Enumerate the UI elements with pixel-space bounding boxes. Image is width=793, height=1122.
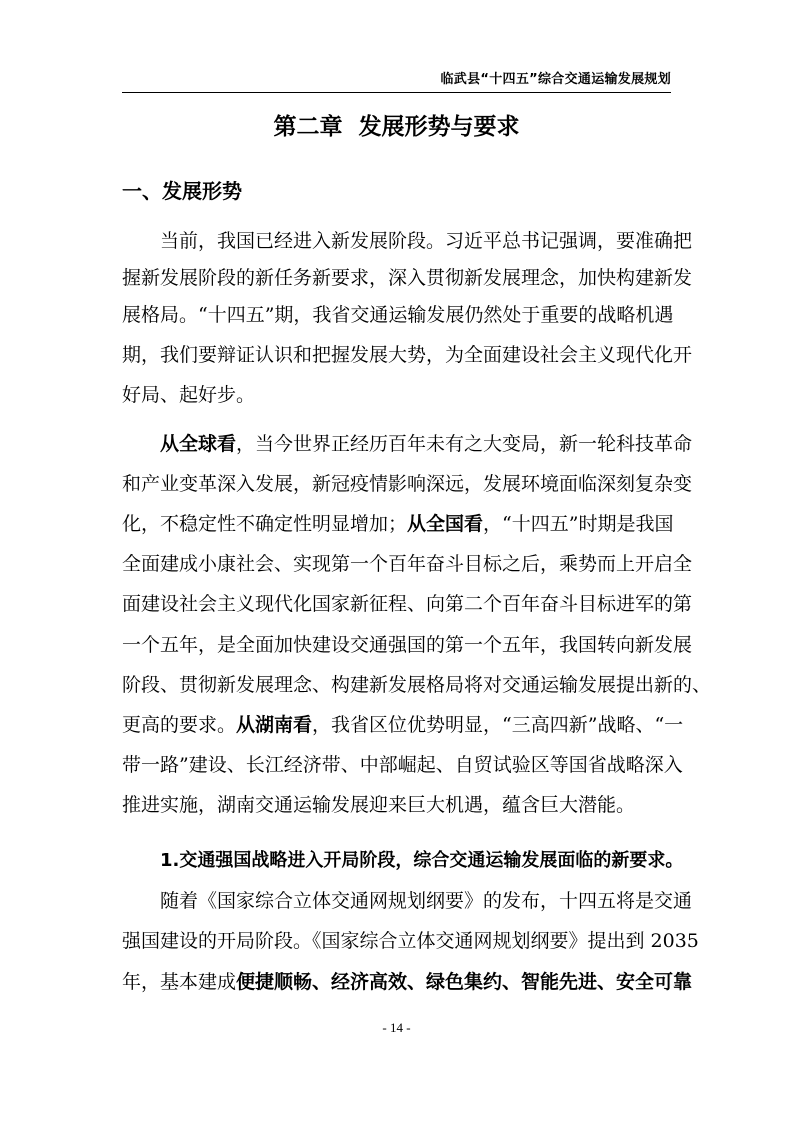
paragraph-1-line-4: 期，我们要辩证认识和把握发展大势，为全面建设社会主义现代化开: [122, 344, 693, 366]
paragraph-2-line-4: 全面建成小康社会、实现第一个百年奋斗目标之后，乘势而上开启全: [122, 553, 693, 575]
paragraph-1-line-5: 好局、起好步。: [122, 384, 256, 406]
paragraph-2-line-10: 推进实施，湖南交通运输发展迎来巨大机遇，蕴含巨大潜能。: [122, 794, 636, 816]
paragraph-2-line-1: [160, 431, 693, 457]
paragraph-2-line-3-text-2: ，“十四五”时期是我国: [483, 513, 674, 535]
paragraph-2-line-1-text: ，当今世界正经历百年未有之大变局，新一轮科技革命: [236, 433, 693, 455]
paragraph-1-line-2: 握新发展阶段的新任务新要求，深入贯彻新发展理念，加快构建新发: [122, 267, 693, 289]
national-view-lead: 从全国看: [407, 513, 484, 535]
paragraph-2-line-3: [122, 511, 674, 537]
paragraph-3-line-2: 强国建设的开局阶段。《国家综合立体交通网规划纲要》提出到 2035: [122, 930, 699, 952]
paragraph-2-line-6: 一个五年，是全面加快建设交通强国的第一个五年，我国转向新发展: [122, 634, 693, 656]
paragraph-2-line-8-text: 更高的要求。: [122, 714, 237, 736]
paragraph-3-line-3: [122, 969, 693, 995]
global-view-lead: 从全球看: [160, 433, 237, 455]
paragraph-3-line-3-text: 年，基本建成: [122, 971, 237, 993]
running-header-title: 临武县“十四五”综合交通运输发展规划: [440, 72, 671, 87]
paragraph-2-line-9: 带一路”建设、长江经济带、中部崛起、自贸试验区等国省战略深入: [122, 754, 683, 776]
paragraph-2-line-8-text-2: ，我省区位优势明显，“三高四新”战略、“一: [312, 714, 684, 736]
header-rule: [122, 92, 671, 93]
section-heading: 一、发展形势: [122, 179, 242, 203]
paragraph-2-line-2: 和产业变革深入发展，新冠疫情影响深远，发展环境面临深刻复杂变: [122, 473, 693, 495]
paragraph-1-line-1: 当前，我国已经进入新发展阶段。习近平总书记强调，要准确把: [160, 230, 693, 252]
hunan-view-lead: 从湖南看: [236, 714, 313, 736]
paragraph-2-line-5: 面建设社会主义现代化国家新征程、向第二个百年奋斗目标进军的第: [122, 593, 693, 615]
chapter-title: 第二章 发展形势与要求: [273, 114, 520, 140]
page-number: - 14 -: [382, 1020, 411, 1035]
paragraph-1-line-3: 展格局。“十四五”期，我省交通运输发展仍然处于重要的战略机遇: [122, 304, 674, 326]
paragraph-3-emphasis: 便捷顺畅、经济高效、绿色集约、智能先进、安全可靠: [236, 971, 693, 993]
paragraph-3-line-1: 随着《国家综合立体交通网规划纲要》的发布，十四五将是交通: [160, 890, 693, 912]
paragraph-2-line-8: [122, 712, 684, 738]
subsection-heading: 1.交通强国战略进入开局阶段，综合交通运输发展面临的新要求。: [160, 850, 684, 871]
paragraph-2-line-3-text: 化，不稳定性不确定性明显增加；: [122, 513, 408, 535]
paragraph-2-line-7: 阶段、贯彻新发展理念、构建新发展格局将对交通运输发展提出新的、: [122, 674, 712, 696]
